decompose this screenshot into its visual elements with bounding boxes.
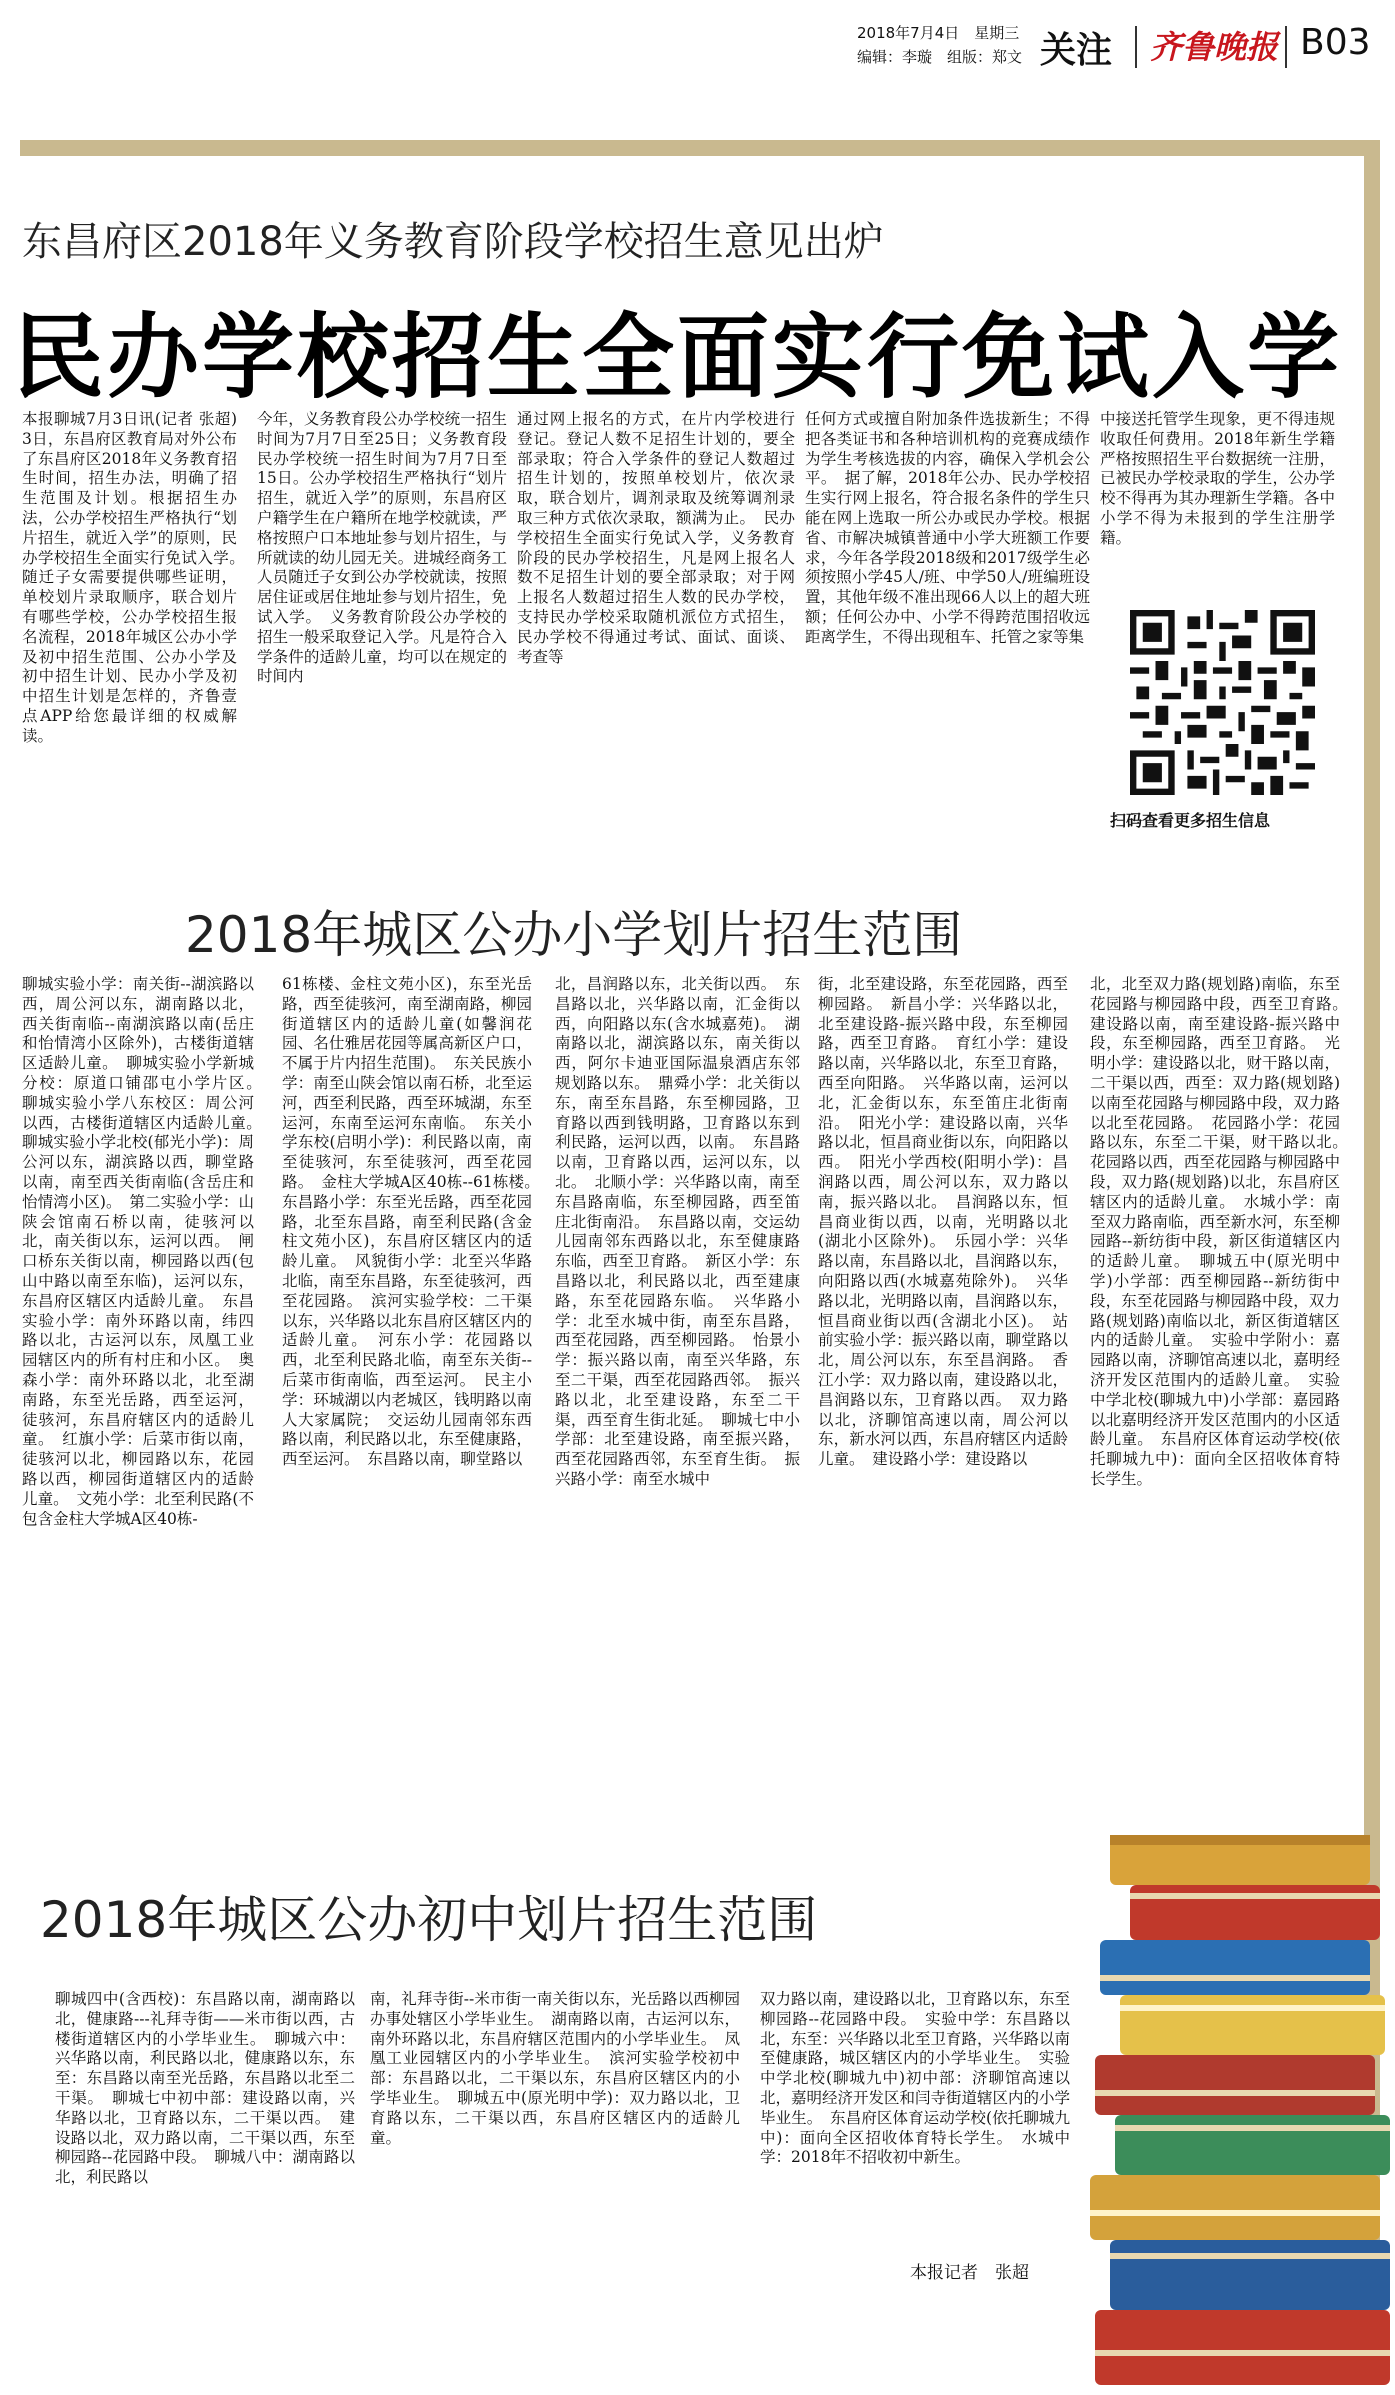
- article-headline: 民办学校招生全面实行免试入学: [12, 304, 1343, 411]
- middle-column: 聊城四中(含西校)：东昌路以南，湖南路以北，健康路---礼拜寺街——米市街以西，古楼街道辖区内的小学毕业生。 聊城六中：兴华路以南，利民路以北，健康路以东，东至：东昌路以南至光岳路，东昌路以北至二干渠。 聊城七中初中部：建设路以南，兴华路以北，卫育路以东，二干渠以西。 建设路以北，双力路以南，二干渠以西，东至柳园路--花园路中段。 聊城八中：湖南路以北，利民路以: [55, 1990, 355, 2187]
- editor-credit: 编辑：李璇 组版：郑文: [857, 48, 1023, 66]
- lede-column: 本报聊城7月3日讯(记者 张超) 3日，东昌府区教育局对外公布了东昌府区2018年义务教育招生时间，招生办法，明确了招生范围及计划。根据招生办法，公办学校招生严格执行“划片招生，就近入学”的原则，民办学校招生全面实行免试入学。 随迁子女需要提供哪些证明，单校划片录取顺序，联合划片有哪些学校，公办学校招生报名流程，2018年城区公办小学及初中招生范围、公办小学及初中招生计划、民办小学及初中招生计划是怎样的，齐鲁壹点APP给您最详细的权威解读。: [22, 410, 253, 745]
- primary-column: 聊城实验小学：南关街--湖滨路以西，周公河以东，湖南路以北，西关街南临--南湖滨路以南(岳庄和怡情湾小区除外)，古楼街道辖区适龄儿童。 聊城实验小学新城分校：原道口铺邵屯小学片区。 聊城实验小学八东校区：周公河以西，古楼街道辖区内适龄儿童。 聊城实验小学北校(郁光小学)：周公河以东，湖滨路以西，聊堂路以南，南至西关街南临(含岳庄和怡情湾小区)。 第二实验小学：山陕会馆南石桥以南，徒骇河以北，南关街以东，运河以西。 闸口桥东关街以南，柳园路以西(包山中路以南至东临)，运河以东，东昌府区辖区内适龄儿童。 东昌实验小学：南外环路以南，纬四路以北，古运河以东，凤凰工业园辖区内的所有村庄和小区。 奥森小学：南外环路以北，北至湖南路，东至光岳路，西至运河，徒骇河，东昌府辖区内的适龄儿童。 红旗小学：后菜市街以南，徒骇河以北，柳园路以东，花园路以西，柳园街道辖区内的适龄儿童。 文苑小学：北至利民路(不包含金柱大学城A区40栋-: [22, 975, 270, 1528]
- primary-column: 街，北至建设路，东至花园路，西至柳园路。 新昌小学：兴华路以北，北至建设路-振兴路中段，东至柳园路，西至卫育路。 育红小学：建设路以南，兴华路以北，东至卫育路，西至向阳路。 兴华路以南，运河以北，汇金街以东，东至笛庄北街南沿。 阳光小学：建设路以南，兴华路以北，恒昌商业街以东，向阳路以西。 阳光小学西校(阳明小学)：昌润路以西，周公河以东，双力路以南，振兴路以北。 昌润路以东，恒昌商业街以西，以南，光明路以北(湖北小区除外)。 乐园小学：兴华路以南，东昌路以北，昌润路以东，向阳路以西(水城嘉苑除外)。 兴华路以北，光明路以南，昌润路以东，恒昌商业街以西(含湖北小区)。 站前实验小学：振兴路以南，聊堂路以北，周公河以东，东至昌润路。 香江小学：双力路以南，建设路以北，昌润路以东，卫育路以西。 双力路以北，济聊馆高速以南，周公河以东，新水河以西，东昌府辖区内适龄儿童。 建设路小学：建设路以: [818, 975, 1068, 1469]
- header-divider: [1135, 26, 1137, 68]
- primary-school-heading: 2018年城区公办小学划片招生范围: [185, 906, 963, 964]
- byline: 本报记者 张超: [910, 2263, 1029, 2283]
- lede-column: 任何方式或擅自附加条件选拔新生；不得把各类证书和各种培训机构的竞赛成绩作为学生考核选拔的内容，确保入学机会公平。 据了解，2018年公办、民办学校招生实行网上报名，符合报名条件的学生只能在网上选取一所公办或民办学校。根据省、市解决城镇普通中小学大班额工作要求，今年各学段2018级和2017级学生必须按照小学45人/班、中学50人/班编班设置，其他年级不准出现66人以上的超大班额；任何公办中、小学不得跨范围招收远距离学生，不得出现租车、托管之家等集: [805, 410, 1090, 646]
- middle-school-heading: 2018年城区公办初中划片招生范围: [40, 1891, 818, 1949]
- qr-caption: 扫码查看更多招生信息: [1110, 811, 1271, 830]
- middle-column: 南，礼拜寺街--米市街一南关街以东，光岳路以西柳园办事处辖区小学毕业生。 湖南路以南，古运河以东，南外环路以北，东昌府辖区范围内的小学毕业生。 凤凰工业园辖区内的小学毕业生。 滨河实验学校初中部：东昌路以北，二干渠以东，东昌府区辖区内的小学毕业生。 聊城五中(原光明中学)：双力路以北，卫育路以东，二干渠以西，东昌府区辖区内的适龄儿童。: [370, 1990, 740, 2147]
- lede-column: 通过网上报名的方式，在片内学校进行登记。登记人数不足招生计划的，要全部录取；符合入学条件的登记人数超过招生计划的，按照单校划片，依次录取，联合划片，调剂录取及统筹调剂录取三种方式依次录取，额满为止。 民办学校招生全面实行免试入学，义务教育阶段的民办学校招生，凡是网上报名人数不足招生计划的要全部录取；对于网上报名人数超过招生人数的民办学校，支持民办学校采取随机派位方式招生，民办学校不得通过考试、面试、面谈、考查等: [517, 410, 795, 666]
- lede-column: 中接送托管学生现象，更不得违规收取任何费用。2018年新生学籍严格按照招生平台数据统一注册，已被民办学校录取的学生，公办学校不得再为其办理新生学籍。各中小学不得为未报到的学生注册学籍。: [1100, 410, 1335, 547]
- section-name: 关注: [1040, 30, 1113, 71]
- page-header: [0, 0, 1395, 78]
- primary-column: 北，昌润路以东，北关街以西。 东昌路以北，兴华路以南，汇金街以西，向阳路以东(含水城嘉苑)。 湖南路以北，湖滨路以东，南关街以西，阿尔卡迪亚国际温泉酒店东邻规划路以东。 鼎舜小学：北关街以东，南至东昌路，东至柳园路，卫育路以西到钱明路，卫育路以东到利民路，运河以西，以南。 东昌路以南，卫育路以西，运河以东，以北。 北顺小学：兴华路以南，南至东昌路南临，东至柳园路，西至笛庄北街南沿。 东昌路以南，交运幼儿园南邻东西路以北，东至健康路东临，西至卫育路。 新区小学：东昌路以北，利民路以北，西至建康路，东至花园路东临。 兴华路小学：北至水城中街，南至东昌路，西至花园路，西至柳园路。 怡景小学：振兴路以南，南至兴华路，东至二干渠，西至花园路西邻。 振兴路以北，北至建设路，东至二干渠，西至育生街北延。 聊城七中小学部：北至建设路，南至振兴路，西至花园路西邻，东至育生街。 振兴路小学：南至水城中: [555, 975, 800, 1488]
- header-divider: [1285, 26, 1287, 68]
- article-kicker: 东昌府区2018年义务教育阶段学校招生意见出炉: [22, 219, 884, 265]
- primary-column: 北，北至双力路(规划路)南临，东至花园路与柳园路中段，西至卫育路。 建设路以南，南至建设路-振兴路中段，东至柳园路，西至卫育路。 光明小学：建设路以北，财干路以南，二干渠以西，西至：双力路(规划路)以南至花园路与柳园路中段，双力路以北至花园路。 花园路小学：花园路以东，东至二干渠，财干路以北。 花园路以西，西至花园路与柳园路中段，双力路(规划路)以北，东昌府区辖区内的适龄儿童。 水城小学：南至双力路南临，西至新水河，东至柳园路--新纺街中段，新区街道辖区内的适龄儿童。 聊城五中(原光明中学)小学部：西至柳园路--新纺街中段，东至花园路与柳园路中段，双力路(规划路)南临以北，新区街道辖区内的适龄儿童。 实验中学附小：嘉园路以南，济聊馆高速以北，嘉明经济开发区范围内的适龄儿童。 实验中学北校(聊城九中)小学部：嘉园路以北嘉明经济开发区范围内的小区适龄儿童。 东昌府区体育运动学校(依托聊城九中)：面向全区招收体育特长学生。: [1090, 975, 1356, 1488]
- page-number: B03: [1300, 22, 1371, 63]
- primary-column: 61栋楼、金柱文苑小区)，东至光岳路，西至徒骇河，南至湖南路，柳园街道辖区内的适龄儿童(如馨润花园、名仕雅居花园等属高新区户口，不属于片内招生范围)。 东关民族小学：南至山陕会馆以南石桥，北至运河，西至利民路，西至环城湖，东至运河，东南至运河东南临。 东关小学东校(启明小学)：利民路以南，南至徒骇河，东至徒骇河，西至花园路。 金柱大学城A区40栋--61栋楼。 东昌路小学：东至光岳路，西至花园路，北至东昌路，南至利民路(含金柱文苑小区)，东昌府区辖区内的适龄儿童。 风貌街小学：北至兴华路北临，南至东昌路，东至徒骇河，西至花园路。 滨河实验学校：二干渠以东，兴华路以北东昌府区辖区内的适龄儿童。 河东小学：花园路以西，北至利民路北临，南至东关街--后菜市街南临，西至运河。 民主小学：环城湖以内老城区，钱明路以南人大家属院； 交运幼儿园南邻东西路以南，利民路以北，东至健康路，西至运河。 东昌路以南，聊堂路以: [282, 975, 548, 1469]
- stacked-books-illustration: [1090, 1805, 1395, 2395]
- lede-column: 今年，义务教育段公办学校统一招生时间为7月7日至25日；义务教育段民办学校统一招生时间为7月7日至15日。公办学校招生严格执行“划片招生，就近入学”的原则，东昌府区户籍学生在户籍所在地学校就读，严格按照户口本地址参与划片招生，与所就读的幼儿园无关。进城经商务工人员随迁子女到公办学校就读，按照居住证或居住地址参与划片招生，免试入学。 义务教育阶段公办学校的招生一般采取登记入学。凡是符合入学条件的适龄儿童，均可以在规定的时间内: [257, 410, 507, 686]
- issue-date: 2018年7月4日 星期三: [857, 24, 1020, 42]
- middle-column: 双力路以南，建设路以北，卫育路以东，东至柳园路--花园路中段。 实验中学：东昌路以北，东至：兴华路以北至卫育路，兴华路以南至健康路，城区辖区内的小学毕业生。 实验中学北校(聊城九中)初中部：济聊馆高速以北，嘉明经济开发区和闫寺街道辖区内的小学毕业生。 东昌府区体育运动学校(依托聊城九中)：面向全区招收体育特长学生。 水城中学：2018年不招收初中新生。: [760, 1990, 1071, 2167]
- qr-code-icon[interactable]: [1130, 610, 1315, 795]
- newspaper-logo: 齐鲁晚报: [1150, 28, 1279, 66]
